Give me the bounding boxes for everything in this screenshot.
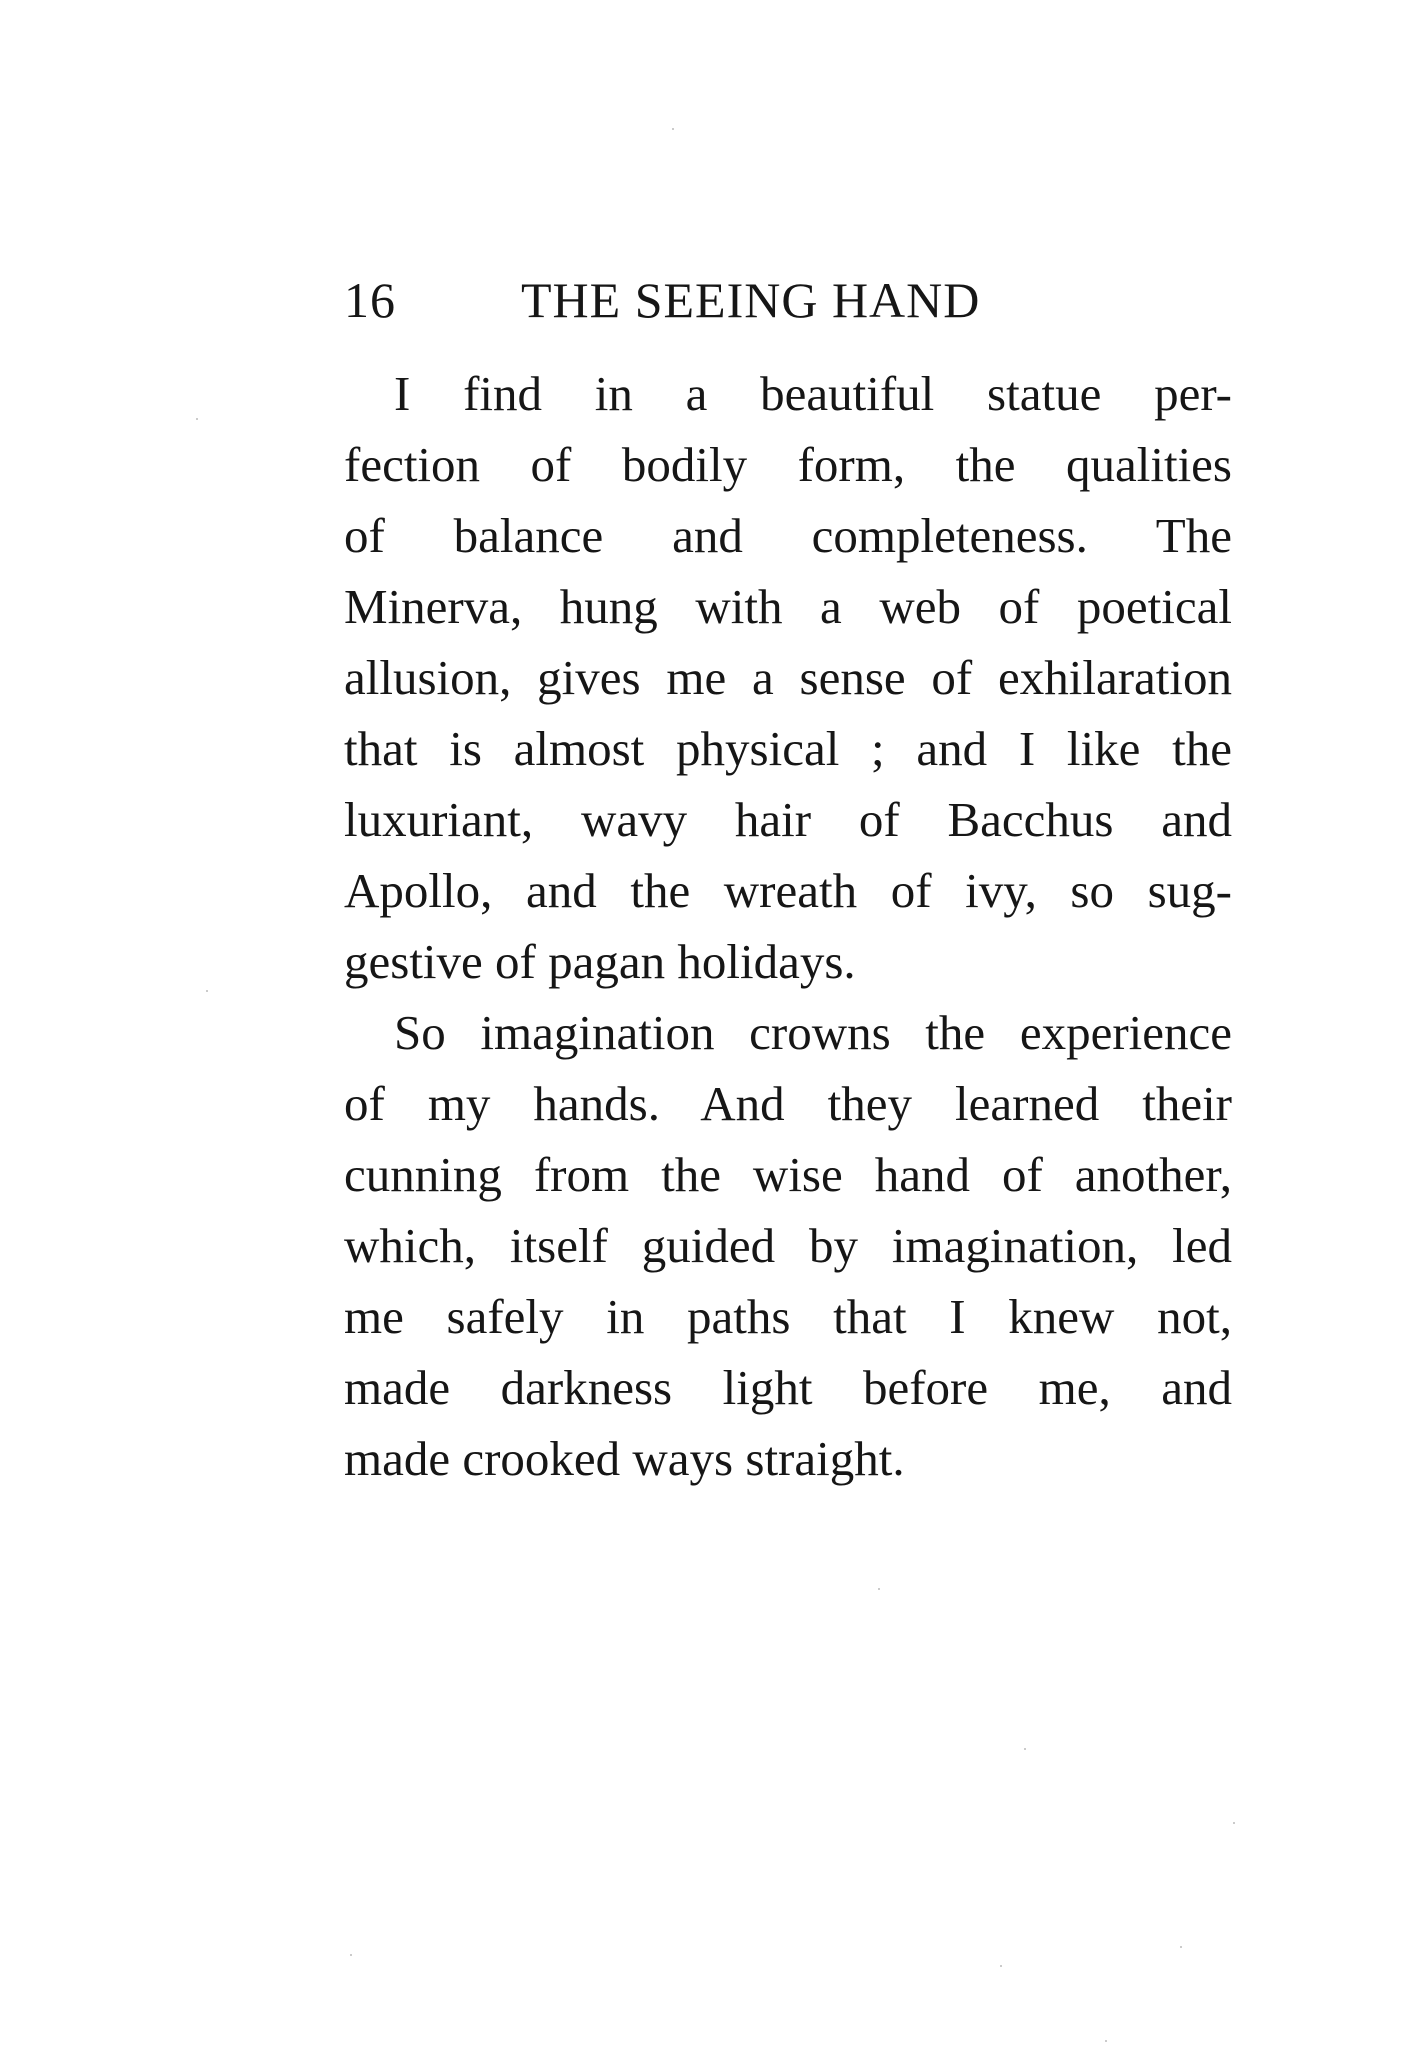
text-line: of my hands. And they learned their (344, 1076, 1232, 1131)
scan-speck (350, 1954, 352, 1956)
text-line: cunning from the wise hand of another, (344, 1147, 1232, 1202)
text-line: gestive of pagan holidays. (344, 934, 856, 989)
body-text (344, 358, 1232, 1494)
scan-speck (1000, 1965, 1002, 1967)
page-number: 16 (344, 272, 396, 328)
text-line: fection of bodily form, the qualities (344, 437, 1232, 492)
scan-speck (672, 128, 674, 130)
text-line: which, itself guided by imagination, led (344, 1218, 1232, 1273)
text-line: luxuriant, wavy hair of Bacchus and (344, 792, 1232, 847)
scan-speck (206, 990, 208, 992)
text-line: I find in a beautiful statue per- (394, 366, 1232, 421)
text-line: made crooked ways straight. (344, 1431, 905, 1486)
text-line: made darkness light before me, and (344, 1360, 1232, 1415)
text-line: Minerva, hung with a web of poetical (344, 579, 1232, 634)
scan-speck (1233, 1822, 1235, 1824)
running-head (344, 268, 1244, 332)
scan-speck (1024, 1748, 1026, 1750)
scan-speck (1180, 1946, 1182, 1948)
text-line: allusion, gives me a sense of exhilaration (344, 650, 1232, 705)
text-line: So imagination crowns the experience (394, 1005, 1232, 1060)
text-line: Apollo, and the wreath of ivy, so sug- (344, 863, 1232, 918)
running-title: THE SEEING HAND (521, 272, 981, 328)
scan-speck (1105, 2040, 1107, 2042)
scan-speck (196, 418, 198, 420)
scan-speck (878, 1588, 880, 1590)
text-line: me safely in paths that I knew not, (344, 1289, 1232, 1344)
text-line: that is almost physical ; and I like the (344, 721, 1232, 776)
paragraph-1 (344, 358, 1232, 997)
paragraph-2 (344, 997, 1232, 1494)
text-line: of balance and completeness. The (344, 508, 1232, 563)
